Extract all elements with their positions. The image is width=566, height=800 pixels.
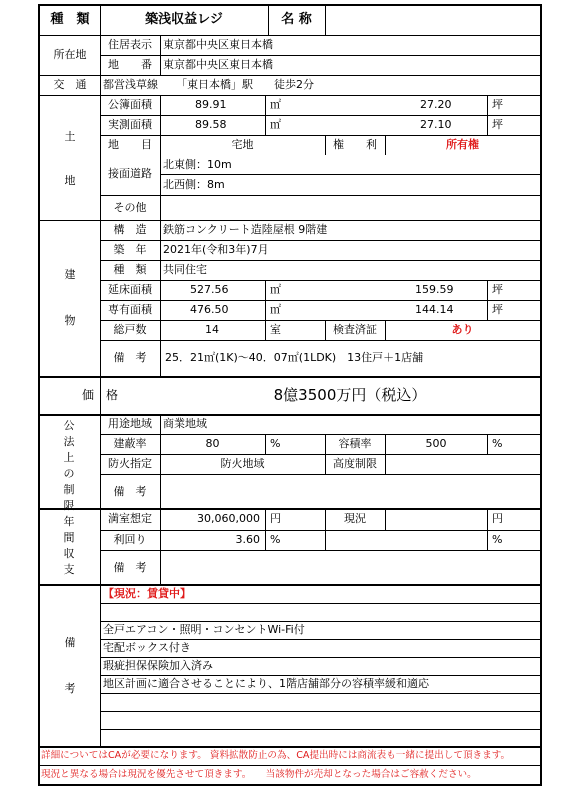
border-top xyxy=(38,4,542,6)
border-right xyxy=(540,4,542,786)
road-northwest: 北西側：8m xyxy=(163,178,225,191)
price-value: 8億3500万円（税込） xyxy=(273,386,427,404)
inspection-value: あり xyxy=(451,323,474,336)
regulation-remarks-label: 備 考 xyxy=(113,485,147,498)
divider-v xyxy=(265,434,266,454)
divider-v xyxy=(265,95,266,135)
divider xyxy=(100,693,542,694)
regulation-label-char: 制 xyxy=(63,483,75,496)
divider xyxy=(100,195,160,196)
fire-label: 防火指定 xyxy=(108,457,152,470)
land-label-top: 土 xyxy=(64,130,76,143)
building-label-bottom: 物 xyxy=(64,314,76,327)
transport-line: 都営浅草線 xyxy=(103,78,158,91)
exclusive-area-value: 476.50 xyxy=(190,303,229,316)
divider xyxy=(38,75,542,76)
residence-value: 東京都中央区東日本橋 xyxy=(163,38,273,51)
zoning-label: 用途地域 xyxy=(108,417,152,430)
registry-area-label: 公簿面積 xyxy=(108,98,152,111)
divider xyxy=(100,550,542,551)
full-occupancy-value: 30,060,000 xyxy=(197,512,260,525)
transport-label: 交 通 xyxy=(53,78,87,91)
actual-area-unit: ㎡ xyxy=(270,118,281,131)
divider xyxy=(100,474,542,475)
land-other-label: その他 xyxy=(113,201,147,214)
divider-v xyxy=(160,220,161,376)
divider xyxy=(38,220,542,221)
regulation-label-char: 公 xyxy=(63,419,75,432)
zoning-value: 商業地域 xyxy=(163,417,207,430)
current-yield-unit: % xyxy=(492,533,503,546)
registry-area-unit: ㎡ xyxy=(270,98,281,111)
registry-area-value: 89.91 xyxy=(195,98,227,111)
divider xyxy=(100,115,542,116)
exclusive-area-unit: ㎡ xyxy=(270,303,281,316)
floor-area-value: 527.56 xyxy=(190,283,229,296)
divider xyxy=(38,95,542,96)
building-remarks-value: 25．21㎡(1K)～40．07㎡(1LDK) 13住戸＋1店舗 xyxy=(165,351,424,364)
divider xyxy=(100,280,542,281)
tsubo-unit: 坪 xyxy=(492,118,503,131)
divider xyxy=(100,729,542,730)
building-remarks-label: 備 考 xyxy=(113,351,147,364)
yield-value: 3.60 xyxy=(235,533,260,546)
divider-v xyxy=(265,280,266,340)
units-label: 総戸数 xyxy=(113,323,147,336)
divider xyxy=(100,530,542,531)
income-label-char: 支 xyxy=(63,563,75,576)
full-occupancy-label: 満室想定 xyxy=(108,512,152,525)
divider-v xyxy=(487,280,488,320)
divider xyxy=(160,195,542,196)
units-value: 14 xyxy=(205,323,219,336)
exclusive-area-label: 専有面積 xyxy=(108,303,152,316)
coverage-label: 建蔽率 xyxy=(113,437,147,450)
notes-line: 瑕疵担保保険加入済み xyxy=(103,659,213,672)
divider-v xyxy=(325,4,326,35)
floor-area-unit: ㎡ xyxy=(270,283,281,296)
regulation-label-char: の xyxy=(63,467,75,480)
tsubo-unit: 坪 xyxy=(492,303,503,316)
divider xyxy=(100,240,542,241)
transport-walk: 徒歩2分 xyxy=(274,78,314,91)
rights-value: 所有権 xyxy=(446,138,479,151)
far-label: 容積率 xyxy=(338,437,372,450)
footer-note-1: 詳細についてはCAが必要になります。 資料拡散防止の為、CA提出時には商流表も一緒に提出して頂きます。 xyxy=(41,750,511,761)
floor-area-label: 延床面積 xyxy=(108,283,152,296)
divider-v xyxy=(160,35,161,75)
notes-line: 宅配ボックス付き xyxy=(103,641,191,654)
notes-line: 地区計画に適合させることにより、1階店舗部分の容積率緩和適応 xyxy=(103,677,429,690)
income-remarks-label: 備 考 xyxy=(113,561,147,574)
tsubo-unit: 坪 xyxy=(492,98,503,111)
name-label: 名 称 xyxy=(281,12,312,27)
far-value: 500 xyxy=(425,437,447,450)
road-northeast: 北東側：10m xyxy=(163,158,232,171)
income-label-char: 収 xyxy=(63,547,75,560)
divider-v xyxy=(265,508,266,550)
coverage-value: 80 xyxy=(205,437,220,450)
yield-label: 利回り xyxy=(113,533,147,546)
rights-label: 権 利 xyxy=(333,138,377,151)
regulation-label-char: 法 xyxy=(63,435,75,448)
divider xyxy=(100,621,542,622)
type-value: 築浅収益レジ xyxy=(145,12,223,27)
lot-label: 地 番 xyxy=(108,58,152,71)
full-occupancy-unit: 円 xyxy=(270,512,281,525)
divider xyxy=(100,603,542,604)
divider xyxy=(100,711,542,712)
income-label xyxy=(62,514,76,578)
divider xyxy=(38,35,542,36)
divider xyxy=(100,300,542,301)
lot-value: 東京都中央区東日本橋 xyxy=(163,58,273,71)
yield-unit: % xyxy=(270,533,281,546)
land-label-bottom: 地 xyxy=(64,174,76,187)
divider-v xyxy=(100,4,101,746)
building-kind-value: 共同住宅 xyxy=(163,263,207,276)
footer-note-2: 現況と異なる場合は現況を優先させて頂きます。 当該物件が売却となった場合はご容赦ください。 xyxy=(41,769,477,780)
registry-tsubo-value: 27.20 xyxy=(420,98,452,111)
transport-station: 「東日本橋」駅 xyxy=(176,78,253,91)
built-label: 築 年 xyxy=(113,243,147,256)
divider xyxy=(38,765,542,766)
built-value: 2021年(令和3年)7月 xyxy=(163,243,269,256)
height-label: 高度制限 xyxy=(333,457,377,470)
divider xyxy=(38,414,542,416)
divider xyxy=(160,174,542,175)
divider xyxy=(100,639,542,640)
units-unit: 室 xyxy=(270,323,281,336)
current-unit: 円 xyxy=(492,512,503,525)
far-unit: % xyxy=(492,437,503,450)
divider xyxy=(38,508,542,510)
divider xyxy=(100,55,542,56)
exclusive-tsubo-value: 144.14 xyxy=(415,303,454,316)
actual-area-value: 89.58 xyxy=(195,118,227,131)
notes-label-bottom: 考 xyxy=(64,682,76,695)
road-label: 接面道路 xyxy=(108,167,152,180)
divider xyxy=(100,135,542,136)
current-label: 現況 xyxy=(344,512,366,525)
divider xyxy=(38,746,542,748)
divider xyxy=(100,320,542,321)
notes-line: 全戸エアコン・照明・コンセントWi-Fi付 xyxy=(103,623,305,636)
actual-area-label: 実測面積 xyxy=(108,118,152,131)
divider xyxy=(100,340,542,341)
regulation-label xyxy=(62,418,76,514)
divider xyxy=(100,260,542,261)
border-bottom xyxy=(38,784,542,786)
divider-v xyxy=(385,508,386,530)
income-label-char: 間 xyxy=(63,531,75,544)
land-category-value: 宅地 xyxy=(231,138,254,151)
divider-v xyxy=(487,508,488,550)
land-category-label: 地 目 xyxy=(108,138,152,151)
income-label-char: 年 xyxy=(63,515,75,528)
type-label: 種 類 xyxy=(50,12,90,27)
building-label-top: 建 xyxy=(64,268,76,281)
coverage-unit: % xyxy=(270,437,281,450)
notes-line: 【現況：賃貸中】 xyxy=(103,587,191,600)
structure-label: 構 造 xyxy=(113,223,147,236)
location-label: 所在地 xyxy=(53,48,87,61)
structure-value: 鉄筋コンクリート造陸屋根 9階建 xyxy=(163,223,328,236)
residence-label: 住居表示 xyxy=(108,38,152,51)
divider-v xyxy=(487,434,488,454)
price-label: 価 格 xyxy=(81,388,118,402)
divider xyxy=(38,584,542,586)
divider-v xyxy=(160,95,161,220)
actual-tsubo-value: 27.10 xyxy=(420,118,452,131)
inspection-label: 検査済証 xyxy=(333,323,377,336)
building-kind-label: 種 類 xyxy=(113,263,147,276)
divider xyxy=(100,657,542,658)
divider xyxy=(100,454,542,455)
fire-value: 防火地域 xyxy=(220,457,265,470)
regulation-label-char: 上 xyxy=(63,451,75,464)
divider-v xyxy=(487,95,488,135)
regulation-label-char: 限 xyxy=(63,499,75,512)
floor-tsubo-value: 159.59 xyxy=(415,283,454,296)
divider xyxy=(100,434,542,435)
divider xyxy=(38,376,542,378)
tsubo-unit: 坪 xyxy=(492,283,503,296)
divider xyxy=(100,675,542,676)
notes-label-top: 備 xyxy=(64,636,76,649)
